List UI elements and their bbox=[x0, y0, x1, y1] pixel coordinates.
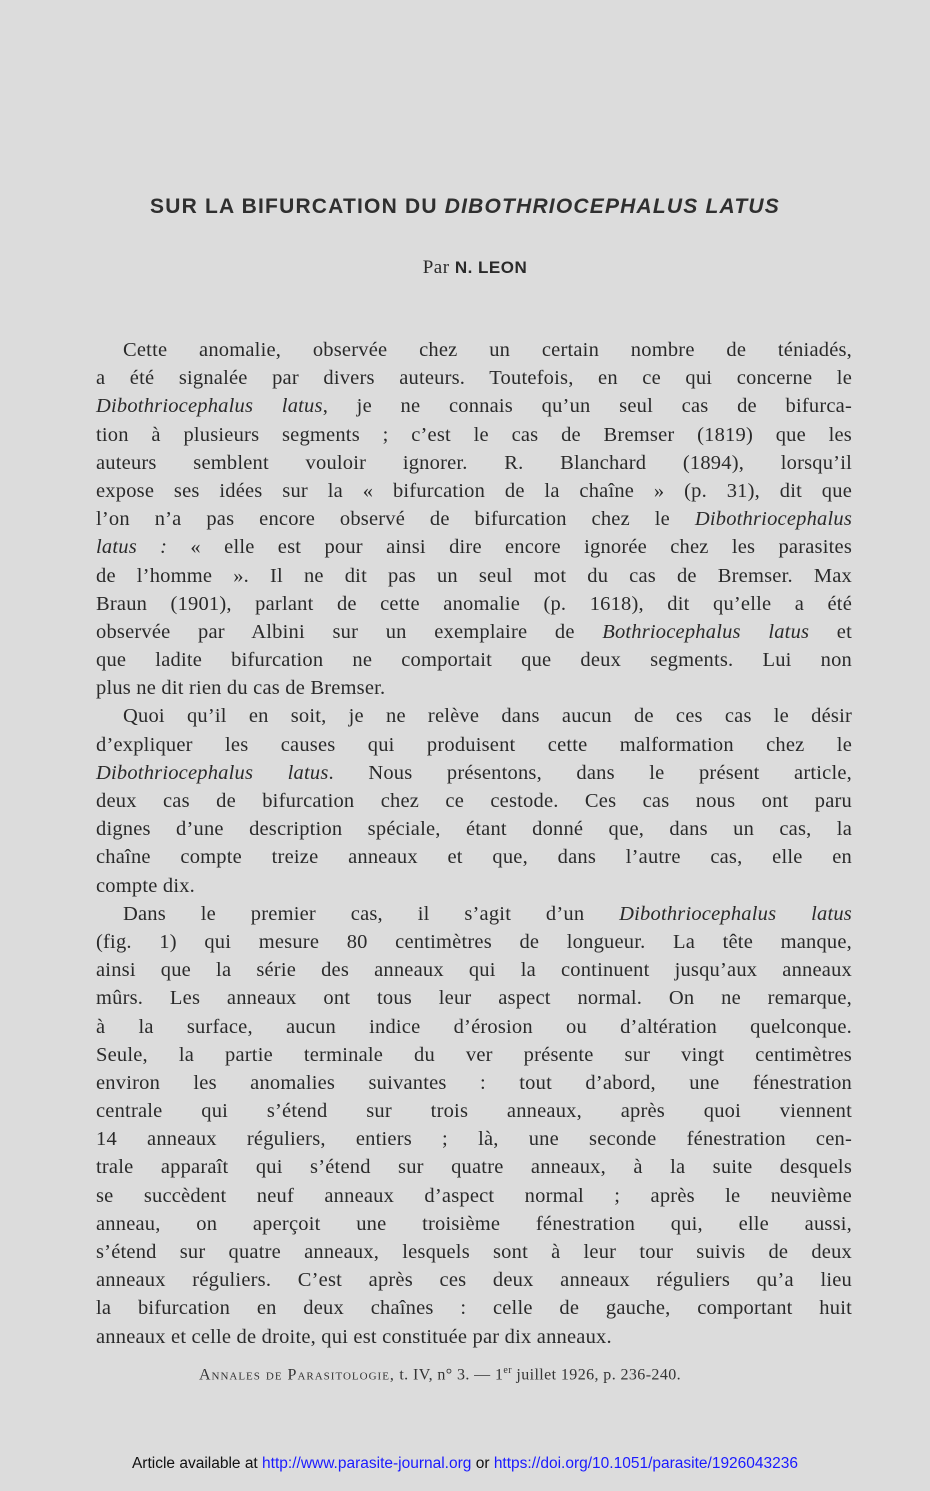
species-name: Bothriocephalus latus bbox=[602, 620, 810, 643]
journal-volume: t. IV, n° 3. — 1 bbox=[394, 1366, 504, 1384]
text-line: anneaux réguliers. C’est après ces deux anneaux réguliers qu’a lieu bbox=[96, 1269, 852, 1292]
text-line: trale apparaît qui s’étend sur quatre anneaux, à la suite desquels bbox=[96, 1156, 852, 1179]
text-segment: et bbox=[809, 620, 852, 643]
title-italic: DIBOTHRIOCEPHALUS LATUS bbox=[444, 195, 780, 218]
text-line: de l’homme ». Il ne dit pas un seul mot du cas de Bremser. Max bbox=[96, 564, 852, 587]
text-line bbox=[96, 759, 852, 787]
text-line: d’expliquer les causes qui produisent cette malformation chez le bbox=[96, 733, 852, 756]
text-line: tion à plusieurs segments ; c’est le cas de Bremser (1819) que les bbox=[96, 423, 852, 446]
journal-date-pages: juillet 1926, p. 236-240. bbox=[511, 1366, 682, 1384]
text-line bbox=[96, 533, 852, 561]
article-title bbox=[0, 195, 930, 219]
text-line: s’étend sur quatre anneaux, lesquels sont à leur tour suivis de deux bbox=[96, 1241, 852, 1263]
text-line bbox=[96, 900, 852, 928]
text-segment: « elle est pour ainsi dire encore ignorée chez les parasites bbox=[167, 536, 852, 559]
text-line: la bifurcation en deux chaînes : celle de gauche, comportant huit bbox=[96, 1297, 852, 1320]
text-line: compte dix. bbox=[96, 874, 195, 897]
text-line: auteurs semblent vouloir ignorer. R. Blanchard (1894), lorsqu’il bbox=[96, 451, 852, 474]
availability-footer bbox=[0, 1455, 930, 1473]
text-line: ainsi que la série des anneaux qui la continuent jusqu’aux anneaux bbox=[96, 959, 852, 982]
text-line bbox=[96, 392, 852, 420]
species-name: latus : bbox=[96, 536, 168, 559]
text-line: environ les anomalies suivantes : tout d’abord, une fénestration bbox=[96, 1071, 852, 1094]
text-line: a été signalée par divers auteurs. Toutefois, en ce qui concerne le bbox=[96, 367, 852, 390]
text-line: deux cas de bifurcation chez ce cestode. Ces cas nous ont paru bbox=[96, 790, 852, 812]
text-line bbox=[96, 505, 852, 533]
author-name: N. LEON bbox=[454, 258, 528, 277]
text-segment: observée par Albini sur un exemplaire de bbox=[96, 620, 603, 643]
article-body bbox=[96, 336, 852, 1351]
text-line: Seule, la partie terminale du ver présente sur vingt centimètres bbox=[96, 1043, 852, 1066]
byline-prefix: Par bbox=[422, 257, 455, 278]
text-line: dignes d’une description spéciale, étant donné que, dans un cas, la bbox=[96, 818, 852, 841]
text-line: plus ne dit rien du cas de Bremser. bbox=[96, 677, 386, 700]
text-line: anneau, on aperçoit une troisième fénestration qui, elle aussi, bbox=[96, 1212, 852, 1235]
text-segment: , je ne connais qu’un seul cas de bifurca- bbox=[322, 395, 852, 418]
species-name: Dibothriocephalus bbox=[694, 508, 852, 531]
text-segment: l’on n’a pas encore observé de bifurcation chez le bbox=[96, 508, 695, 531]
doi-link[interactable]: https://doi.org/10.1051/parasite/1926043236 bbox=[493, 1455, 799, 1472]
journal-sup: er bbox=[503, 1365, 512, 1376]
title-plain: SUR LA BIFURCATION DU bbox=[150, 195, 445, 218]
text-line: Braun (1901), parlant de cette anomalie (p. 1618), dit qu’elle a été bbox=[96, 592, 852, 615]
text-line: 14 anneaux réguliers, entiers ; là, une seconde fénestration cen- bbox=[96, 1128, 852, 1151]
text-line: mûrs. Les anneaux ont tous leur aspect normal. On ne remarque, bbox=[96, 987, 852, 1010]
text-line: se succèdent neuf anneaux d’aspect normal ; après le neuvième bbox=[96, 1184, 852, 1207]
text-segment: Dans le premier cas, il s’agit d’un bbox=[123, 902, 620, 925]
journal-name: Annales de Parasitologie, bbox=[198, 1366, 395, 1384]
text-line bbox=[96, 618, 852, 646]
text-line: expose ses idées sur la « bifurcation de la chaîne » (p. 31), dit que bbox=[96, 479, 852, 502]
text-line: chaîne compte treize anneaux et que, dans l’autre cas, elle en bbox=[96, 846, 852, 869]
text-line: à la surface, aucun indice d’érosion ou d’altération quelconque. bbox=[96, 1015, 852, 1038]
species-name: Dibothriocephalus latus bbox=[619, 902, 852, 925]
author-byline bbox=[0, 257, 930, 279]
text-line: centrale qui s’étend sur trois anneaux, après quoi viennent bbox=[96, 1100, 852, 1123]
species-name: Dibothriocephalus latus bbox=[96, 761, 329, 784]
text-line: (fig. 1) qui mesure 80 centimètres de longueur. La tête manque, bbox=[96, 930, 852, 953]
text-segment: . Nous présentons, dans le présent article, bbox=[328, 761, 852, 784]
text-line: Quoi qu’il en soit, je ne relève dans aucun de ces cas le désir bbox=[123, 705, 852, 728]
text-line: Cette anomalie, observée chez un certain nombre de téniadés, bbox=[123, 339, 852, 361]
journal-citation bbox=[0, 1365, 880, 1384]
text-line: anneaux et celle de droite, qui est constituée par dix anneaux. bbox=[96, 1325, 612, 1348]
journal-link[interactable]: http://www.parasite-journal.org bbox=[262, 1455, 472, 1472]
footer-middle: or bbox=[471, 1455, 494, 1472]
species-name: Dibothriocephalus latus bbox=[96, 395, 323, 418]
footer-prefix: Article available at bbox=[131, 1455, 263, 1472]
text-line: que ladite bifurcation ne comportait que deux segments. Lui non bbox=[96, 649, 852, 672]
